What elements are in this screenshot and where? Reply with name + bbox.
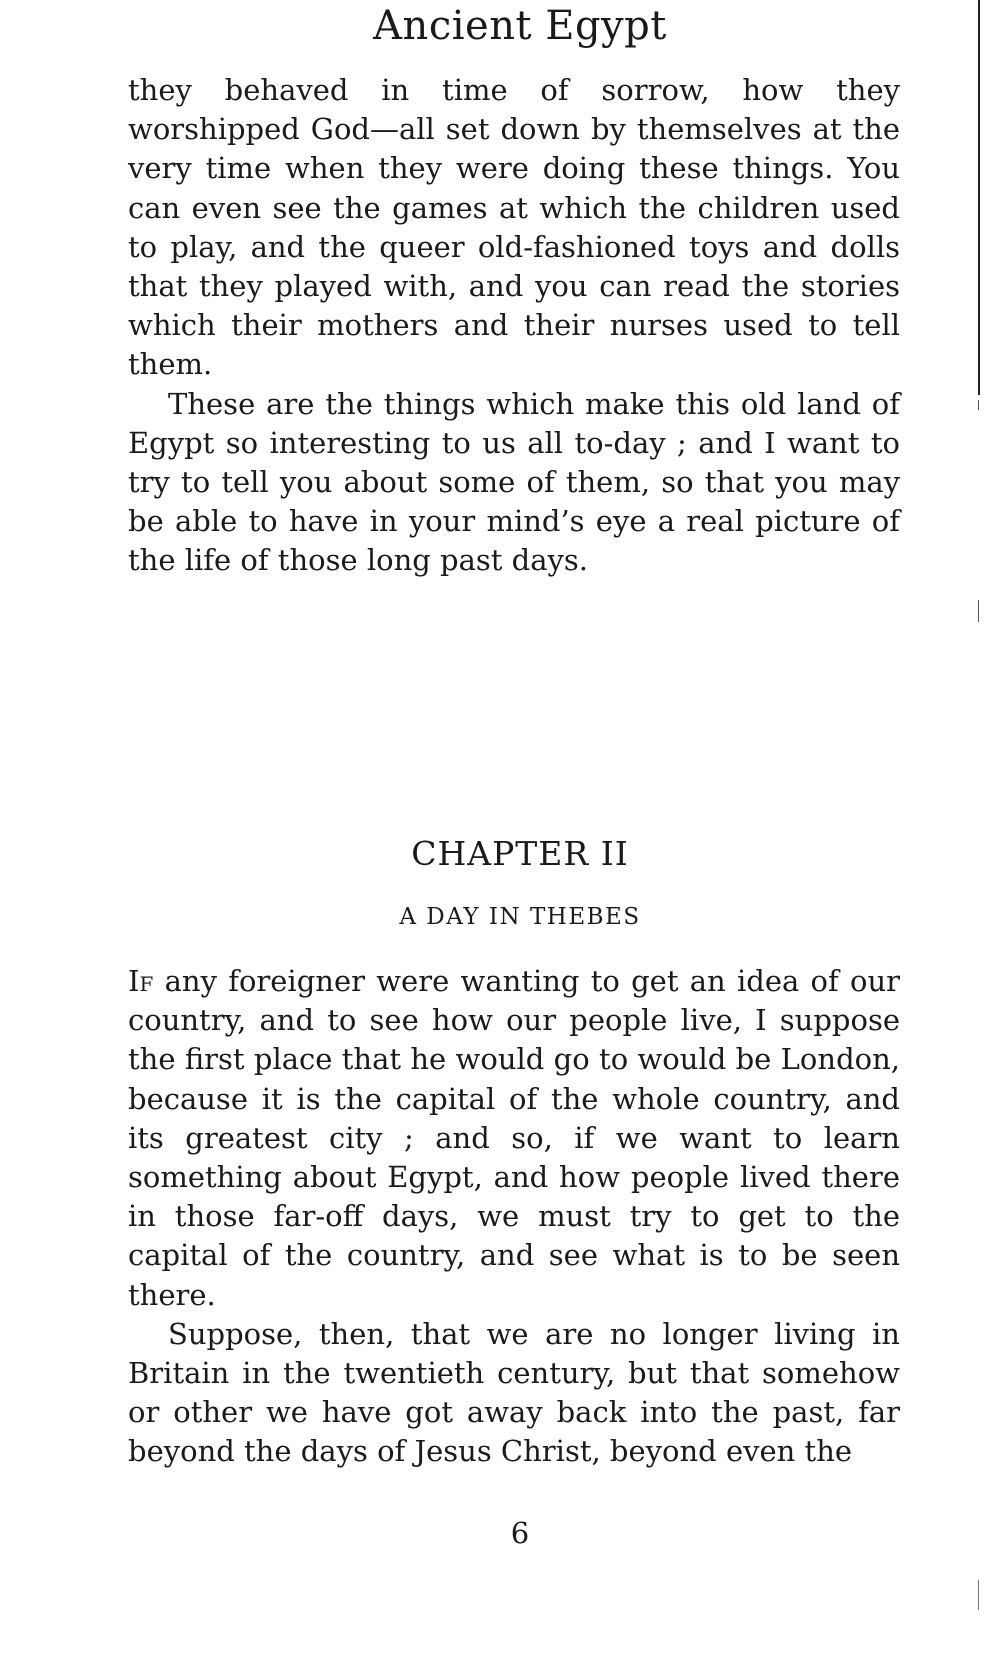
scan-edge-line bbox=[978, 0, 980, 395]
section-end-text bbox=[128, 71, 900, 581]
opening-paragraph-text: any foreigner were wanting to get an idea of our country, and to see how our people live, I suppose the first place that he would go to would be London, because it is the capital of the whole country, and its greatest city ; and so, if we want to learn something about Egypt, and how people lived there in those far-off days, we must try to get to the capital of the country, and see what is to be seen there. bbox=[128, 964, 900, 1312]
running-head: Ancient Egypt bbox=[373, 3, 667, 49]
drop-word: If bbox=[128, 964, 154, 998]
chapter-text bbox=[128, 962, 900, 1472]
scan-edge-line bbox=[978, 1580, 979, 1610]
chapter-title: A DAY IN THEBES bbox=[399, 904, 641, 930]
paragraph: These are the things which make this old land of Egypt so interesting to us all to-day ; and I want to try to tell you about some of them, so that you may be able to have in your mind’s eye a real picture of the life of those long past days. bbox=[128, 386, 900, 578]
paragraph: Suppose, then, that we are no longer living in Britain in the twentieth century, but that somehow or other we have got away back into the past, far beyond the days of Jesus Christ, beyond even the bbox=[128, 1316, 900, 1469]
scan-edge-line bbox=[978, 400, 979, 410]
chapter-number: CHAPTER II bbox=[411, 834, 629, 873]
page-number: 6 bbox=[510, 1516, 530, 1550]
scan-edge-line bbox=[978, 600, 979, 622]
opening-paragraph bbox=[128, 962, 900, 1315]
paragraph: they behaved in time of sorrow, how they worshipped God—all set down by themselves at the very time when they were doing these things. You can even see the games at which the children used to play, and the queer old-fashioned toys and dolls that they played with, and you can read the stories which their mothers and their nurses used to tell them. bbox=[128, 73, 900, 382]
